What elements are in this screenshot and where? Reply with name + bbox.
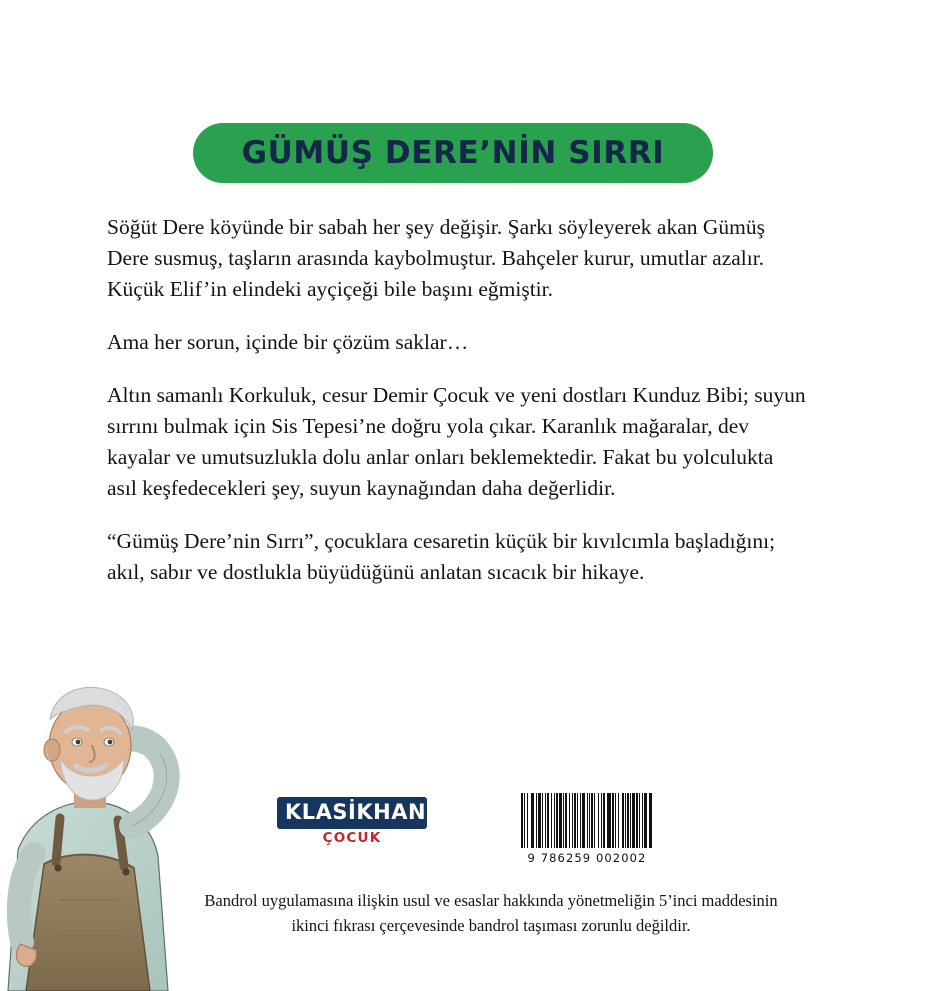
publisher-logo (277, 797, 441, 846)
blurb-text (107, 212, 807, 588)
page-title: GÜMÜŞ DERE’NİN SIRRI (241, 135, 665, 171)
publisher-imprint: ÇOCUK (322, 830, 382, 846)
publisher-name: KLASİKHANE (277, 797, 427, 829)
barcode (521, 793, 653, 865)
blurb-paragraph-3: Altın samanlı Korkuluk, cesur Demir Çocuk ve yeni dostları Kunduz Bibi; suyun sırrını bulmak için Sis Tepesi’ne doğru yola çıkar. Karanlık mağaralar, dev kayalar ve umutsuzlukla dolu anlar onları beklemektedir. Fakat bu yolculukta asıl keşfedecekleri şey, suyun kaynağından daha değerlidir. (107, 383, 806, 500)
barcode-bars (521, 793, 653, 848)
blurb-paragraph-2: Ama her sorun, içinde bir çözüm saklar… (107, 330, 469, 354)
old-man-illustration (0, 650, 215, 991)
title-pill (193, 123, 713, 183)
blurb-paragraph-4: “Gümüş Dere’nin Sırrı”, çocuklara cesaretin küçük bir kıvılcımla başladığını; akıl, sabır ve dostlukla büyüdüğünü anlatan sıcacık bir hikaye. (107, 529, 776, 584)
blurb-paragraph-1: Söğüt Dere köyünde bir sabah her şey değişir. Şarkı söyleyerek akan Gümüş Dere susmuş, taşların arasında kaybolmuştur. Bahçeler kurur, umutlar azalır. Küçük Elif’in elindeki ayçiçeği bile başını eğmiştir. (107, 215, 765, 301)
barcode-number: 9 786259 002002 (527, 851, 647, 865)
legal-notice: Bandrol uygulamasına ilişkin usul ve esaslar hakkında yönetmeliğin 5’inci maddesinin ikinci fıkrası çerçevesinde bandrol taşıması zorunlu değildir. (204, 891, 778, 935)
book-title-banner (193, 123, 713, 183)
